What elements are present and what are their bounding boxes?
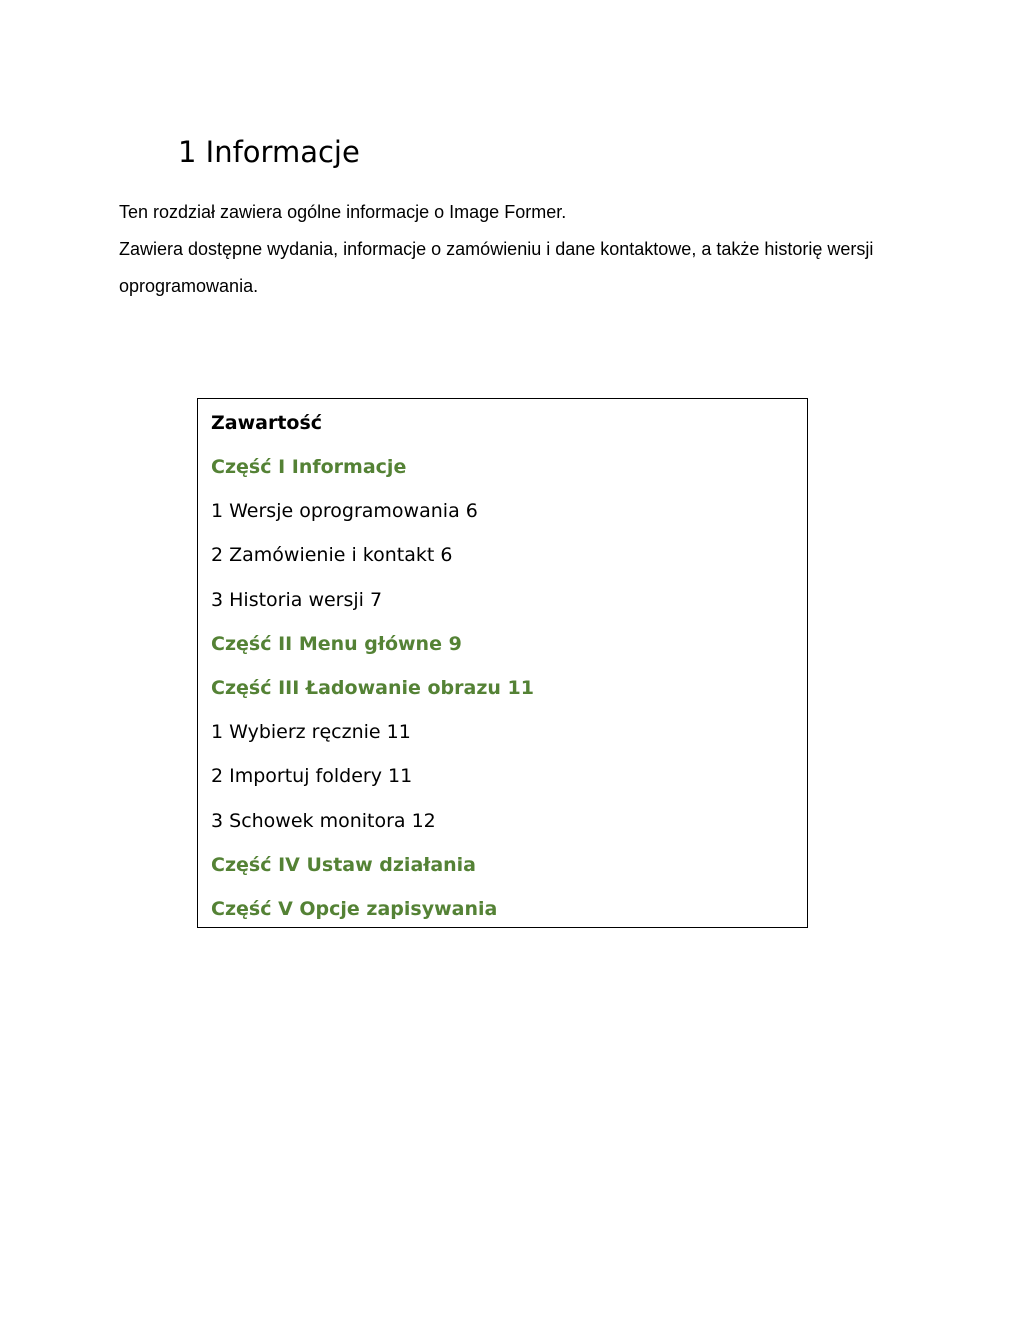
intro-paragraph bbox=[119, 194, 879, 305]
toc-part-link[interactable]: Część IV Ustaw działania bbox=[211, 853, 476, 876]
intro-line: Zawiera dostępne wydania, informacje o zamówieniu i dane kontaktowe, a także historię wersji oprogramowania. bbox=[119, 239, 874, 296]
intro-line: Ten rozdział zawiera ogólne informacje o Image Former. bbox=[119, 202, 567, 222]
toc-part-link[interactable]: Część I Informacje bbox=[211, 456, 407, 478]
toc-chapter-link[interactable]: 2 Zamówienie i kontakt 6 bbox=[211, 544, 453, 567]
toc-chapter-link[interactable]: 3 Historia wersji 7 bbox=[211, 588, 383, 611]
toc-list bbox=[211, 445, 807, 931]
toc-part-link[interactable]: Część V Opcje zapisywania bbox=[211, 898, 498, 921]
toc-chapter-link[interactable]: 2 Importuj foldery 11 bbox=[211, 765, 413, 788]
page-title: 1 Informacje bbox=[178, 135, 360, 169]
toc-chapter-link[interactable]: 3 Schowek monitora 12 bbox=[211, 809, 436, 832]
table-of-contents bbox=[197, 398, 808, 928]
toc-chapter-link[interactable]: 1 Wybierz ręcznie 11 bbox=[211, 721, 411, 744]
toc-title: Zawartość bbox=[211, 412, 323, 434]
toc-part-link[interactable]: Część II Menu główne 9 bbox=[211, 632, 462, 655]
toc-part-link[interactable]: Część III Ładowanie obrazu 11 bbox=[211, 677, 534, 700]
toc-chapter-link[interactable]: 1 Wersje oprogramowania 6 bbox=[211, 500, 478, 523]
